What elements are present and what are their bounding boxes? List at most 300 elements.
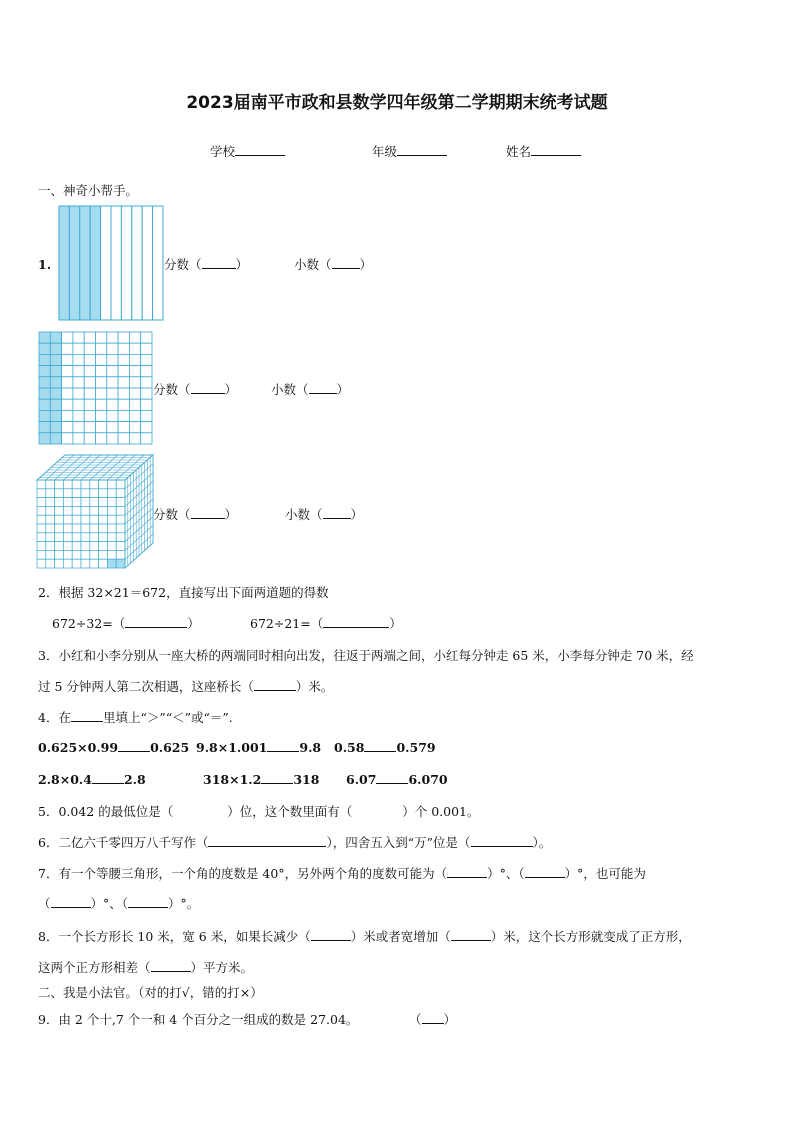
cube-front-cell — [116, 533, 125, 542]
q2-b-expr: 672÷21=（ — [250, 616, 324, 631]
cube-front-cell — [116, 559, 125, 568]
cube-front-cell — [55, 489, 64, 498]
cube-front-cell — [37, 559, 46, 568]
grid-cell — [107, 343, 118, 354]
decimal-blank[interactable] — [309, 381, 337, 394]
cube-front-cell — [46, 533, 55, 542]
tenths-strips-figure — [58, 205, 164, 321]
cube-front-cell — [63, 559, 72, 568]
cube-front-cell — [46, 559, 55, 568]
close-paren: ） — [235, 257, 249, 272]
compare-blank[interactable] — [92, 771, 124, 784]
cube-front-cell — [90, 542, 99, 551]
compare-blank[interactable] — [267, 739, 299, 752]
grid-cell — [39, 433, 50, 444]
q1a-decimal — [294, 255, 372, 273]
grid-cell — [107, 377, 118, 388]
thousandths-cube-figure — [36, 454, 154, 572]
school-field — [210, 142, 285, 160]
fraction-blank[interactable] — [202, 256, 236, 269]
cube-front-cell — [81, 524, 90, 533]
cube-front-cell — [63, 524, 72, 533]
q7-e: ）°、（ — [90, 896, 129, 911]
cube-front-cell — [37, 480, 46, 489]
q4-prompt — [38, 708, 233, 726]
grid-cell — [129, 399, 140, 410]
q7-c: ）°，也可能为 — [564, 866, 646, 881]
grid-cell — [129, 433, 140, 444]
q4-row1-item3 — [334, 739, 436, 755]
q4-row2-item1 — [38, 771, 146, 787]
grid-cell — [129, 366, 140, 377]
cube-front-cell — [99, 542, 108, 551]
q7-line2 — [38, 894, 199, 912]
grid-cell — [62, 433, 73, 444]
compare-left: 2.8×0.4 — [38, 772, 92, 787]
cube-front-cell — [37, 506, 46, 515]
cube-front-cell — [63, 542, 72, 551]
grid-cell — [118, 410, 129, 421]
grid-cell — [118, 433, 129, 444]
q7-a: 7．有一个等腰三角形，一个角的度数是 40°，另外两个角的度数可能为（ — [38, 866, 448, 881]
q1-number: 1. — [38, 257, 52, 272]
grid-cell — [50, 422, 61, 433]
cube-front-cell — [63, 498, 72, 507]
decimal-blank[interactable] — [323, 506, 351, 519]
close-paren: ） — [187, 616, 200, 631]
cube-front-cell — [99, 480, 108, 489]
grid-cell — [141, 332, 152, 343]
grid-cell — [50, 377, 61, 388]
grid-cell — [141, 399, 152, 410]
q6-a: 6．二亿六千零四万八千写作（ — [38, 835, 209, 850]
compare-right: 0.579 — [396, 740, 436, 755]
compare-blank[interactable] — [118, 739, 150, 752]
cube-front-cell — [99, 489, 108, 498]
q4-row2-item2 — [203, 771, 319, 787]
grid-cell — [129, 377, 140, 388]
q1c-decimal — [285, 505, 363, 523]
q6-c: ）。 — [532, 835, 552, 850]
grid-cell — [39, 377, 50, 388]
grid-cell — [73, 332, 84, 343]
grid-cell — [129, 343, 140, 354]
cube-front-cell — [99, 515, 108, 524]
cube-front-cell — [107, 533, 116, 542]
cube-front-cell — [90, 506, 99, 515]
grid-cell — [50, 433, 61, 444]
q7-f: ）°。 — [168, 896, 200, 911]
cube-front-cell — [37, 489, 46, 498]
q9-answer — [409, 1010, 456, 1028]
q5 — [38, 802, 480, 820]
cube-front-cell — [37, 533, 46, 542]
strip-cell — [111, 206, 121, 320]
strip-cell — [121, 206, 131, 320]
grid-cell — [118, 422, 129, 433]
cube-front-cell — [55, 542, 64, 551]
cube-front-cell — [116, 550, 125, 559]
cube-front-cell — [90, 524, 99, 533]
grid-cell — [107, 388, 118, 399]
grid-cell — [50, 399, 61, 410]
q6-blank-1[interactable] — [208, 834, 326, 847]
compare-right: 318 — [293, 772, 320, 787]
cube-front-cell — [55, 559, 64, 568]
grid-cell — [50, 388, 61, 399]
grid-cell — [73, 366, 84, 377]
cube-front-cell — [63, 480, 72, 489]
strip-cell — [153, 206, 163, 320]
grid-cell — [73, 399, 84, 410]
fraction-blank[interactable] — [191, 506, 225, 519]
compare-left: 0.625×0.99 — [38, 740, 119, 755]
q2-a-blank[interactable] — [125, 615, 187, 628]
cube-front-cell — [107, 480, 116, 489]
q7-blank-1[interactable] — [447, 865, 487, 878]
cube-front-cell — [107, 506, 116, 515]
grid-cell — [96, 433, 107, 444]
cube-front-cell — [90, 489, 99, 498]
q2-b — [250, 614, 402, 632]
grid-cell — [141, 366, 152, 377]
grid-cell — [107, 354, 118, 365]
q3-line1: 3．小红和小李分别从一座大桥的两端同时相向出发，往返于两端之间，小红每分钟走 65 米，小李每分钟走 70 米，经 — [38, 648, 694, 663]
cube-front-cell — [37, 524, 46, 533]
grid-cell — [118, 388, 129, 399]
compare-right: 2.8 — [123, 772, 146, 787]
q1b-fraction — [153, 380, 237, 398]
cube-front-cell — [63, 550, 72, 559]
hundredths-grid-figure — [38, 331, 153, 445]
grid-cell — [84, 399, 95, 410]
q7-blank-3[interactable] — [51, 895, 91, 908]
open-paren: （ — [409, 1012, 422, 1027]
grid-cell — [50, 343, 61, 354]
cube-front-cell — [90, 533, 99, 542]
cube-front-cell — [99, 559, 108, 568]
grid-cell — [107, 366, 118, 377]
cube-front-cell — [81, 489, 90, 498]
cube-front-cell — [116, 542, 125, 551]
strip-cell — [90, 206, 100, 320]
cube-front-cell — [90, 559, 99, 568]
fraction-label: 分数（ — [164, 257, 202, 272]
q9-blank[interactable] — [422, 1011, 444, 1024]
cube-front-cell — [72, 506, 81, 515]
grid-cell — [96, 422, 107, 433]
cube-front-cell — [116, 498, 125, 507]
grid-cell — [73, 410, 84, 421]
cube-front-cell — [55, 480, 64, 489]
name-field — [506, 142, 581, 160]
q6-b: ），四舍五入到“万”位是（ — [326, 835, 471, 850]
grid-cell — [73, 354, 84, 365]
q8-blank-1[interactable] — [311, 928, 351, 941]
q3-line2-end: ）米。 — [295, 679, 334, 694]
q6 — [38, 833, 551, 851]
q8-c: ）米，这个长方形就变成了正方形， — [490, 929, 691, 944]
q7-blank-2[interactable] — [525, 865, 565, 878]
cube-front-cell — [72, 559, 81, 568]
cube-front-cell — [116, 480, 125, 489]
grid-cell — [62, 410, 73, 421]
cube-front-cell — [72, 515, 81, 524]
grid-cell — [62, 422, 73, 433]
fraction-label: 分数（ — [153, 507, 191, 522]
q3-blank[interactable] — [254, 678, 296, 691]
grid-cell — [84, 410, 95, 421]
school-blank[interactable] — [235, 143, 285, 156]
cube-front-cell — [99, 524, 108, 533]
cube-front-cell — [107, 542, 116, 551]
cube-front-cell — [72, 480, 81, 489]
close-paren: ） — [359, 257, 373, 272]
compare-blank[interactable] — [364, 739, 396, 752]
grid-cell — [39, 399, 50, 410]
grid-cell — [96, 399, 107, 410]
q6-blank-2[interactable] — [471, 834, 533, 847]
cube-front-cell — [46, 515, 55, 524]
cube-front-cell — [55, 533, 64, 542]
name-label: 姓名 — [506, 144, 532, 159]
cube-front-cell — [107, 489, 116, 498]
cube-front-cell — [72, 498, 81, 507]
grid-cell — [84, 354, 95, 365]
grid-cell — [39, 422, 50, 433]
cube-front-cell — [46, 498, 55, 507]
q4-prompt-a: 4．在 — [38, 710, 71, 725]
cube-front-cell — [81, 542, 90, 551]
cube-front-cell — [37, 515, 46, 524]
q8-blank-2[interactable] — [451, 928, 491, 941]
q7-b: ）°、（ — [487, 866, 525, 881]
grid-cell — [39, 388, 50, 399]
q5-a: 5．0.042 的最低位是（ — [38, 804, 174, 819]
fraction-blank[interactable] — [191, 381, 225, 394]
page-title: 2023届南平市政和县数学四年级第二学期期末统考试题 — [186, 93, 608, 113]
cube-front-cell — [72, 533, 81, 542]
q1c-fraction — [153, 505, 237, 523]
cube-front-cell — [99, 498, 108, 507]
cube-front-cell — [107, 550, 116, 559]
q1a-fraction — [164, 255, 248, 273]
q8-a: 8．一个长方形长 10 米，宽 6 米，如果长减少（ — [38, 929, 311, 944]
strip-cell — [80, 206, 90, 320]
q8-d: 这两个正方形相差（ — [38, 960, 151, 975]
fraction-label: 分数（ — [153, 382, 191, 397]
grid-cell — [84, 377, 95, 388]
cube-front-cell — [55, 515, 64, 524]
q4-example-blank — [71, 709, 103, 722]
q4-row2-item3 — [346, 771, 448, 787]
q8-b: ）米或者宽增加（ — [350, 929, 451, 944]
cube-front-cell — [81, 506, 90, 515]
grid-cell — [129, 410, 140, 421]
grid-cell — [50, 332, 61, 343]
cube-front-cell — [99, 533, 108, 542]
q4-prompt-b: 里填上“＞”“＜”或“＝”. — [102, 710, 233, 725]
grid-cell — [118, 343, 129, 354]
close-paren: ） — [443, 1012, 457, 1027]
cube-front-cell — [107, 498, 116, 507]
cube-front-cell — [55, 550, 64, 559]
cube-front-cell — [116, 524, 125, 533]
grid-cell — [141, 422, 152, 433]
compare-right: 0.625 — [150, 740, 190, 755]
cube-front-cell — [116, 489, 125, 498]
cube-front-cell — [107, 559, 116, 568]
grid-cell — [96, 366, 107, 377]
cube-front-cell — [46, 480, 55, 489]
q7-blank-4[interactable] — [128, 895, 168, 908]
grid-cell — [39, 354, 50, 365]
cube-front-cell — [107, 515, 116, 524]
grid-cell — [96, 377, 107, 388]
cube-front-cell — [63, 506, 72, 515]
grid-cell — [73, 343, 84, 354]
q5-c: ）个 0.001。 — [402, 804, 480, 819]
grid-cell — [118, 366, 129, 377]
grid-cell — [39, 410, 50, 421]
strip-cell — [101, 206, 111, 320]
grid-cell — [50, 410, 61, 421]
grid-cell — [118, 332, 129, 343]
grid-cell — [107, 332, 118, 343]
grid-cell — [39, 332, 50, 343]
cube-front-cell — [107, 524, 116, 533]
grid-cell — [118, 399, 129, 410]
q3-line2 — [38, 677, 333, 695]
close-paren: ） — [389, 616, 402, 631]
strip-cell — [69, 206, 79, 320]
q2-a-expr: 672÷32=（ — [52, 616, 126, 631]
cube-front-cell — [63, 515, 72, 524]
grid-cell — [62, 399, 73, 410]
close-paren: ） — [350, 507, 364, 522]
grid-cell — [141, 377, 152, 388]
grid-cell — [62, 354, 73, 365]
grid-cell — [141, 388, 152, 399]
grade-field — [372, 142, 447, 160]
grid-cell — [118, 354, 129, 365]
grid-cell — [107, 410, 118, 421]
cube-front-cell — [46, 506, 55, 515]
grid-cell — [73, 388, 84, 399]
school-label: 学校 — [210, 144, 236, 159]
grid-cell — [96, 332, 107, 343]
compare-right: 9.8 — [299, 740, 322, 755]
cube-front-cell — [81, 515, 90, 524]
cube-front-cell — [37, 542, 46, 551]
grid-cell — [129, 354, 140, 365]
grid-cell — [96, 354, 107, 365]
compare-blank[interactable] — [376, 771, 408, 784]
q2-text: 2．根据 32×21＝672，直接写出下面两道题的得数 — [38, 585, 329, 600]
q1b-decimal — [271, 380, 349, 398]
grid-cell — [96, 343, 107, 354]
grid-cell — [84, 366, 95, 377]
cube-front-cell — [99, 550, 108, 559]
cube-front-cell — [90, 550, 99, 559]
q9-text: 9．由 2 个十,7 个一和 4 个百分之一组成的数是 27.04。 — [38, 1012, 359, 1027]
grid-cell — [84, 332, 95, 343]
cube-front-cell — [90, 515, 99, 524]
cube-front-cell — [81, 533, 90, 542]
grid-cell — [84, 422, 95, 433]
grid-cell — [141, 343, 152, 354]
grade-blank[interactable] — [397, 143, 447, 156]
q5-b: ）位，这个数里面有（ — [227, 804, 353, 819]
section-one-heading: 一、神奇小帮手。 — [38, 183, 139, 198]
cube-front-cell — [72, 550, 81, 559]
q7-d: （ — [38, 896, 51, 911]
decimal-label: 小数（ — [271, 382, 309, 397]
cube-front-cell — [72, 489, 81, 498]
grid-cell — [96, 410, 107, 421]
grid-cell — [62, 332, 73, 343]
cube-front-cell — [46, 542, 55, 551]
compare-right: 6.070 — [408, 772, 448, 787]
q4-row1-item2 — [196, 739, 321, 755]
grid-cell — [73, 422, 84, 433]
compare-blank[interactable] — [261, 771, 293, 784]
compare-left: 6.07 — [346, 772, 377, 787]
grid-cell — [62, 366, 73, 377]
cube-front-cell — [55, 506, 64, 515]
grid-cell — [39, 343, 50, 354]
strip-cell — [142, 206, 152, 320]
grid-cell — [62, 343, 73, 354]
grid-cell — [129, 388, 140, 399]
cube-front-cell — [72, 524, 81, 533]
q3-line2-text: 过 5 分钟两人第二次相遇，这座桥长（ — [38, 679, 254, 694]
q8-blank-3[interactable] — [151, 959, 191, 972]
grid-cell — [107, 433, 118, 444]
grid-cell — [84, 343, 95, 354]
grid-cell — [50, 366, 61, 377]
decimal-label: 小数（ — [294, 257, 332, 272]
grid-cell — [129, 422, 140, 433]
name-blank[interactable] — [531, 143, 581, 156]
grid-cell — [96, 388, 107, 399]
decimal-blank[interactable] — [332, 256, 360, 269]
section-two-heading: 二、我是小法官。（对的打√，错的打×） — [38, 985, 263, 1000]
q8-line2 — [38, 958, 253, 976]
grid-cell — [39, 366, 50, 377]
q2-b-blank[interactable] — [323, 615, 389, 628]
grid-cell — [62, 388, 73, 399]
grid-cell — [141, 410, 152, 421]
cube-front-cell — [116, 515, 125, 524]
grade-label: 年级 — [372, 144, 398, 159]
grid-cell — [50, 354, 61, 365]
grid-cell — [118, 377, 129, 388]
grid-cell — [73, 377, 84, 388]
q8-e: ）平方米。 — [190, 960, 254, 975]
close-paren: ） — [224, 507, 238, 522]
grid-cell — [107, 422, 118, 433]
cube-front-cell — [90, 498, 99, 507]
cube-front-cell — [81, 498, 90, 507]
cube-front-cell — [55, 524, 64, 533]
q4-row1-item1 — [38, 739, 189, 755]
cube-front-cell — [81, 480, 90, 489]
cube-front-cell — [46, 524, 55, 533]
cube-front-cell — [63, 533, 72, 542]
close-paren: ） — [224, 382, 238, 397]
strip-cell — [132, 206, 142, 320]
